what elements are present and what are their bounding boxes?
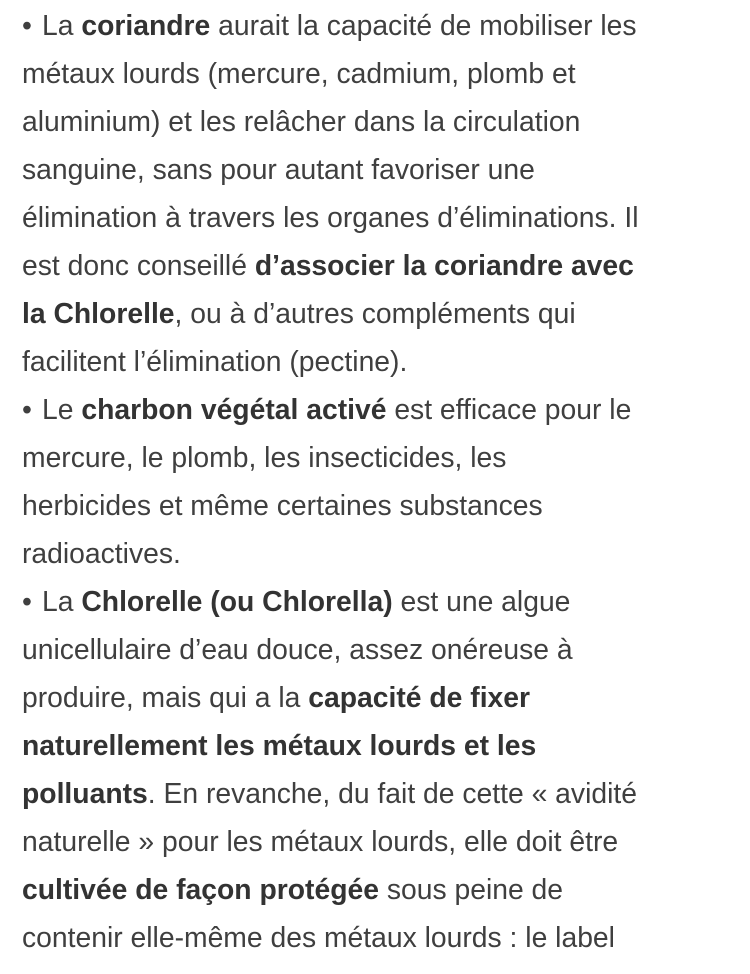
- bold-text: cultivée de façon protégée: [22, 873, 379, 905]
- bullet-marker: •: [22, 9, 32, 41]
- text-span: produire, mais qui a la: [22, 681, 309, 713]
- text-line: [22, 625, 736, 673]
- bold-text: d’associer la coriandre avec: [254, 249, 634, 281]
- text-line: [22, 529, 736, 577]
- text-line: [22, 817, 736, 865]
- text-span: mercure, le plomb, les insecticides, les: [22, 441, 507, 473]
- paragraph-charbon: [22, 385, 736, 577]
- bold-text: charbon végétal activé: [81, 393, 387, 425]
- text-line: [22, 865, 736, 913]
- text-line: [22, 577, 736, 625]
- text-span: métaux lourds (mercure, cadmium, plomb et: [22, 57, 576, 89]
- bold-text: la Chlorelle: [22, 297, 175, 329]
- text-span: est une algue: [392, 585, 571, 617]
- text-line: [22, 433, 736, 481]
- text-line: [22, 337, 736, 385]
- bullet-marker: •: [22, 393, 32, 425]
- text-span: est donc conseillé: [22, 249, 255, 281]
- text-line: [22, 289, 736, 337]
- text-line: [22, 481, 736, 529]
- text-span: aluminium) et les relâcher dans la circulation: [22, 105, 581, 137]
- paragraph-chlorelle: [22, 577, 736, 961]
- text-line: [22, 385, 736, 433]
- paragraph-coriandre: [22, 1, 736, 385]
- article-body: [0, 1, 750, 974]
- text-span: La: [42, 9, 82, 41]
- bold-text: coriandre: [81, 9, 211, 41]
- text-span: est efficace pour le: [386, 393, 632, 425]
- text-line: [22, 145, 736, 193]
- text-line: [22, 721, 736, 769]
- text-line: [22, 769, 736, 817]
- text-span: facilitent l’élimination (pectine).: [22, 345, 408, 377]
- text-span: , ou à d’autres compléments qui: [174, 297, 576, 329]
- bold-text: naturellement les métaux lourds et les: [22, 729, 537, 761]
- text-span: contenir elle-même des métaux lourds : le label: [22, 921, 615, 953]
- text-span: aurait la capacité de mobiliser les: [210, 9, 637, 41]
- text-span: Le: [42, 393, 82, 425]
- text-line: [22, 913, 736, 961]
- text-line: [22, 193, 736, 241]
- text-span: sous peine de: [378, 873, 564, 905]
- text-span: élimination à travers les organes d’éliminations. Il: [22, 201, 639, 233]
- text-span: radioactives.: [22, 537, 181, 569]
- text-span: naturelle » pour les métaux lourds, elle doit être: [22, 825, 619, 857]
- text-line: [22, 97, 736, 145]
- bold-text: Chlorelle (ou Chlorella): [81, 585, 393, 617]
- text-span: La: [42, 585, 82, 617]
- text-span: . En revanche, du fait de cette « avidité: [147, 777, 637, 809]
- bold-text: capacité de fixer: [308, 681, 531, 713]
- text-line: [22, 49, 736, 97]
- text-span: herbicides et même certaines substances: [22, 489, 543, 521]
- text-span: unicellulaire d’eau douce, assez onéreuse à: [22, 633, 573, 665]
- text-line: [22, 241, 736, 289]
- text-line: [22, 673, 736, 721]
- text-line: [22, 1, 736, 49]
- text-span: sanguine, sans pour autant favoriser une: [22, 153, 535, 185]
- bold-text: polluants: [22, 777, 148, 809]
- bullet-marker: •: [22, 585, 32, 617]
